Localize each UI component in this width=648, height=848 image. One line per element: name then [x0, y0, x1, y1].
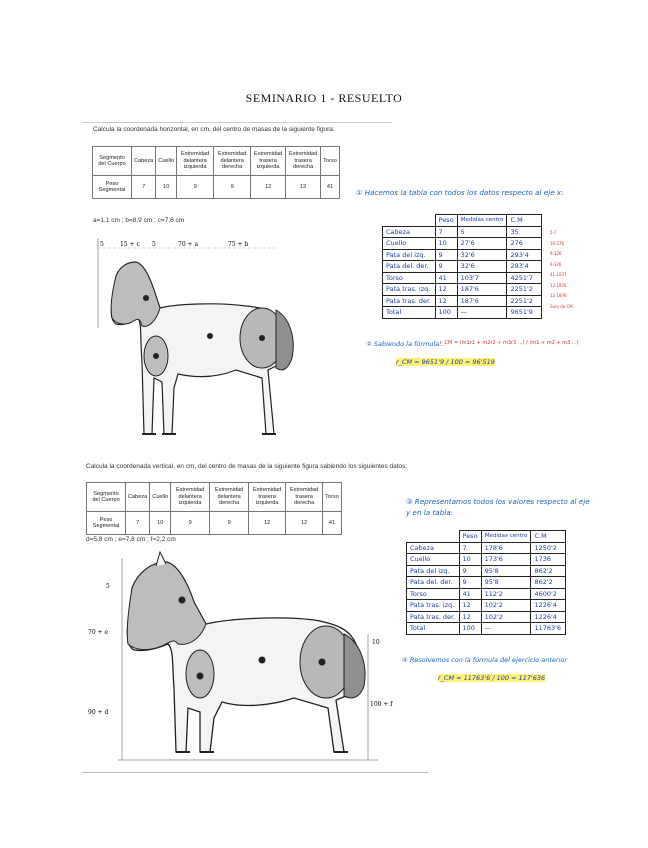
table-cell: 12 [459, 600, 481, 612]
table-row [93, 176, 340, 199]
table-cell: 12 [249, 512, 286, 535]
table-cell: 9 [210, 512, 249, 535]
table-cell: Segmento del Cuerpo [93, 147, 132, 176]
table-cell: 32'6 [457, 261, 507, 273]
result-2 [438, 674, 545, 682]
table-cell: Cuello [383, 238, 436, 250]
formula-note-2: ④ Resolvemos con la fórmula del ejercicio anterior [402, 656, 568, 664]
table-row [383, 272, 542, 284]
side-note: 12·1876 [550, 282, 567, 288]
table-cell: 12 [435, 295, 457, 307]
table-cell: C.M [531, 531, 566, 543]
segment-table-2 [86, 482, 342, 535]
table-cell: 9 [171, 512, 210, 535]
table-cell: Pata del izq. [383, 249, 436, 261]
section-divider [82, 772, 428, 773]
page-title: SEMINARIO 1 - RESUELTO [245, 91, 403, 105]
table-cell: 7 [132, 176, 156, 199]
table-cell: 12 [286, 512, 323, 535]
table-cell: 862'2 [531, 577, 566, 589]
table-cell: 173'6 [481, 554, 531, 566]
table-row [407, 554, 566, 566]
table-row [407, 623, 566, 635]
table-cell: 4251'7 [507, 272, 542, 284]
table-cell: Pata tras. der. [383, 295, 436, 307]
table-cell: Extremidad delantera izquierda [177, 147, 214, 176]
table-cell: Extremidad trasera izquierda [249, 483, 286, 512]
table-cell: 102'2 [481, 600, 531, 612]
table-row [383, 284, 542, 296]
table-row [87, 512, 342, 535]
table-cell: 9 [459, 577, 481, 589]
table-row [383, 215, 542, 227]
table-cell: Cabeza [407, 542, 460, 554]
table-row [383, 261, 542, 273]
table-cell: Peso [459, 531, 481, 543]
table-cell: 7 [435, 226, 457, 238]
handwritten-note-1: ① Hacemos la tabla con todos los datos respecto al eje x: [356, 188, 564, 197]
table-cell: 112'2 [481, 588, 531, 600]
table-row [383, 295, 542, 307]
table-cell: Total [407, 623, 460, 635]
dim-label: 70 + e [88, 629, 109, 636]
horse-figure-1 [86, 238, 312, 460]
table-cell: Cuello [156, 147, 177, 176]
table-cell: 1250'2 [531, 542, 566, 554]
table-row [383, 249, 542, 261]
table-cell: — [457, 307, 507, 319]
table-cell: C.M [507, 215, 542, 227]
dim-label: 75 + b [228, 241, 249, 248]
table-cell: 11763'6 [531, 623, 566, 635]
table-cell: Pata tras. izq. [407, 600, 460, 612]
table-row [407, 588, 566, 600]
side-note: 12·1876 [550, 293, 567, 298]
table-cell: 9 [435, 249, 457, 261]
horse-body [111, 262, 293, 434]
table-cell: 178'6 [481, 542, 531, 554]
table-cell: 2251'2 [507, 295, 542, 307]
table-cell: 1226'4 [531, 611, 566, 623]
table-cell: 5 [457, 226, 507, 238]
table-cell: Pata del. der. [407, 577, 460, 589]
table-cell: 12 [459, 611, 481, 623]
handwritten-table-1 [382, 214, 542, 319]
table-cell: 95'8 [481, 565, 531, 577]
table-cell: 35 [507, 226, 542, 238]
table-cell: 7 [459, 542, 481, 554]
dim-label: 5 [106, 583, 110, 590]
table-cell: 41 [435, 272, 457, 284]
formula-text: r_CM = (m1r1 + m2r2 + m3r3 ...) / (m1 + m2 + m3 ...) [440, 340, 579, 346]
table-cell: 12 [286, 176, 321, 199]
table-cell: 27'6 [457, 238, 507, 250]
table-cell: 12 [251, 176, 286, 199]
table-cell: 9 [435, 261, 457, 273]
table-cell: 10 [150, 512, 171, 535]
task-2-text: Calcula la coordenada vertical, en cm, del centro de masas de la siguiente figura sabiendo los siguientes datos: [86, 463, 408, 470]
table-cell: 187'6 [457, 295, 507, 307]
table-cell: 103'7 [457, 272, 507, 284]
dim-label: 70 + a [178, 241, 199, 248]
task-1-text: Calcula la coordenada horizontal, en cm, del centro de masas de la siguiente figura: [93, 126, 335, 133]
result-highlight: r_CM = 11763'6 / 100 = 117'636 [438, 674, 546, 682]
table-cell: Cuello [150, 483, 171, 512]
table-cell: Cabeza [383, 226, 436, 238]
result-1 [396, 358, 495, 366]
result-highlight: r_CM = 9651'9 / 100 = 96'519 [396, 358, 495, 366]
table-row [87, 483, 342, 512]
table-cell: 41 [321, 176, 340, 199]
horse-body [127, 552, 365, 752]
table-cell: Peso Segmental [93, 176, 132, 199]
table-cell: Pata del izq. [407, 565, 460, 577]
side-note: 5·7 [550, 230, 557, 235]
table-row [407, 565, 566, 577]
table-cell: Segmento del Cuerpo [87, 483, 126, 512]
table-cell: 276 [507, 238, 542, 250]
section-divider [82, 122, 392, 123]
table-cell: Total [383, 307, 436, 319]
side-note: 10·276 [550, 240, 564, 246]
table-cell: 100 [459, 623, 481, 635]
formula-note-1: ② Sabiendo la fórmula: [366, 340, 442, 348]
table-cell: Extremidad trasera izquierda [251, 147, 286, 176]
table-cell: 2251'2 [507, 284, 542, 296]
table-cell: 9 [459, 565, 481, 577]
table-cell: Cabeza [132, 147, 156, 176]
side-note: 9·326 [550, 261, 562, 267]
table-cell: Torso [323, 483, 342, 512]
table-cell: Cabeza [126, 483, 150, 512]
table-cell: 4600'2 [531, 588, 566, 600]
handwritten-table-2 [406, 530, 566, 635]
table-cell: Peso [435, 215, 457, 227]
table-cell: Torso [321, 147, 340, 176]
table-cell: 10 [459, 554, 481, 566]
table-cell: Extremidad trasera derecha [286, 483, 323, 512]
handwritten-note-2: ③ Representamos todos los valores respecto al eje y en la tabla: [406, 497, 590, 517]
table-row [407, 542, 566, 554]
table-cell: 9 [177, 176, 214, 199]
table-cell: Medidas centro [457, 215, 507, 227]
table-cell: 293'4 [507, 261, 542, 273]
table-row [93, 147, 340, 176]
dim-label: 10 [372, 639, 380, 646]
constants-2: d=5,8 cm ; e=7,8 cm ; f=2,2 cm [86, 536, 176, 543]
table-cell: Torso [383, 272, 436, 284]
table-cell: 102'2 [481, 611, 531, 623]
table-cell: 293'4 [507, 249, 542, 261]
table-row [407, 531, 566, 543]
table-cell: — [481, 623, 531, 635]
side-calculations-1 [550, 228, 573, 312]
table-cell [383, 215, 436, 227]
table-row [383, 238, 542, 250]
table-cell: 9 [214, 176, 251, 199]
table-cell: 41 [323, 512, 342, 535]
table-row [407, 600, 566, 612]
table-row [383, 307, 542, 319]
side-note: 41·1037 [550, 272, 567, 277]
table-cell: Pata del. der. [383, 261, 436, 273]
table-cell: 10 [435, 238, 457, 250]
table-cell: 1226'4 [531, 600, 566, 612]
table-cell: 100 [435, 307, 457, 319]
table-cell: 32'6 [457, 249, 507, 261]
side-note: 9·326 [550, 251, 562, 256]
constants-1: a=1,1 cm ; b=8,9 cm ; c=7,6 cm [93, 217, 185, 224]
table-row [383, 226, 542, 238]
table-cell: Medidas centro [481, 531, 531, 543]
table-cell: 187'6 [457, 284, 507, 296]
table-cell: 12 [435, 284, 457, 296]
table-cell: 41 [459, 588, 481, 600]
dim-label: 15 + c [120, 241, 140, 248]
side-note: Sum de CM [550, 303, 573, 309]
table-cell: Torso [407, 588, 460, 600]
table-cell: Extremidad delantera derecha [210, 483, 249, 512]
dim-label: 5 [100, 241, 104, 248]
table-cell: Extremidad delantera izquierda [171, 483, 210, 512]
table-cell [407, 531, 460, 543]
segment-table-1 [92, 146, 340, 199]
table-cell: 1736 [531, 554, 566, 566]
table-cell: Cuello [407, 554, 460, 566]
table-cell: Pata tras. der. [407, 611, 460, 623]
table-row [407, 611, 566, 623]
table-cell: Extremidad trasera derecha [286, 147, 321, 176]
horse-figure-2 [82, 548, 393, 770]
table-cell: Extremidad delantera derecha [214, 147, 251, 176]
table-cell: Peso Segmental [87, 512, 126, 535]
dim-label: 90 + d [88, 709, 109, 716]
table-row [407, 577, 566, 589]
table-cell: 862'2 [531, 565, 566, 577]
table-cell: Pata tras. izq. [383, 284, 436, 296]
table-cell: 10 [156, 176, 177, 199]
table-cell: 9651'9 [507, 307, 542, 319]
table-cell: 95'8 [481, 577, 531, 589]
dim-label: 5 [152, 241, 156, 248]
table-cell: 7 [126, 512, 150, 535]
dim-label: 100 + f [370, 701, 393, 708]
